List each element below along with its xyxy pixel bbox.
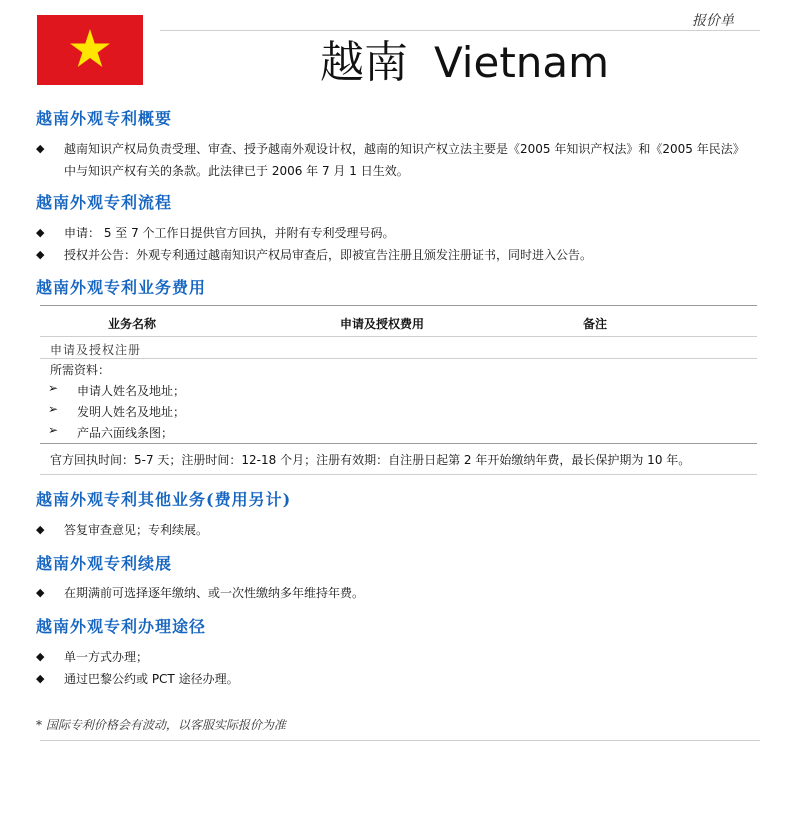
other-services-text: 答复审查意见；专利续展。 <box>64 523 209 537</box>
list-item <box>36 668 750 690</box>
table-header-fee: 申请及授权费用 <box>340 317 425 331</box>
section-heading-overview: 越南外观专利概要 <box>36 109 173 128</box>
list-item <box>36 519 750 541</box>
title-english: Vietnam <box>434 38 610 87</box>
table-bottom-border <box>40 474 757 475</box>
table-divider <box>40 336 757 337</box>
materials-label: 所需资料： <box>50 363 111 377</box>
price-footnote: * 国际专利价格会有波动，以客服实际报价为准 <box>36 718 286 732</box>
material-inventor: 发明人姓名及地址； <box>77 405 186 419</box>
section-heading-process: 越南外观专利流程 <box>36 193 173 212</box>
process-step-grant: 授权并公告：外观专利通过越南知识产权局审查后，即被宣告注册且颁发注册证书，同时进入公告。 <box>64 248 593 262</box>
list-item <box>36 582 750 604</box>
header-divider <box>160 30 760 31</box>
material-applicant: 申请人姓名及地址； <box>77 384 186 398</box>
title-chinese: 越南 <box>320 37 408 88</box>
page-title <box>320 33 609 93</box>
list-item <box>36 222 750 244</box>
arrow-bullet-icon: ➢ <box>48 402 59 416</box>
diamond-bullet-icon: ◆ <box>36 226 45 239</box>
table-divider <box>40 443 757 444</box>
diamond-bullet-icon: ◆ <box>36 586 45 599</box>
table-header-remark: 备注 <box>583 317 608 331</box>
list-item <box>36 138 750 182</box>
list-item <box>36 646 750 668</box>
section-heading-routes: 越南外观专利办理途径 <box>36 617 207 636</box>
table-divider <box>40 358 757 359</box>
route-single: 单一方式办理； <box>64 650 149 664</box>
document-type-label: 报价单 <box>692 13 734 29</box>
vietnam-flag-icon <box>37 15 143 85</box>
table-row-service-name: 申请及授权注册 <box>50 343 142 357</box>
arrow-bullet-icon: ➢ <box>48 423 59 437</box>
diamond-bullet-icon: ◆ <box>36 523 45 536</box>
footer-divider <box>40 740 760 741</box>
arrow-bullet-icon: ➢ <box>48 381 59 395</box>
renewal-text: 在期满前可选择逐年缴纳、或一次性缴纳多年维持年费。 <box>64 586 365 600</box>
process-step-application: 申请： 5 至 7 个工作日提供官方回执，并附有专利受理号码。 <box>64 226 395 240</box>
diamond-bullet-icon: ◆ <box>36 142 45 155</box>
section-heading-renewal: 越南外观专利续展 <box>36 554 173 573</box>
section-heading-other: 越南外观专利其他业务(费用另计) <box>36 490 292 509</box>
section-heading-fees: 越南外观专利业务费用 <box>36 278 207 297</box>
diamond-bullet-icon: ◆ <box>36 672 45 685</box>
diamond-bullet-icon: ◆ <box>36 248 45 261</box>
list-item <box>36 244 750 266</box>
material-drawings: 产品六面线条图； <box>77 426 174 440</box>
route-paris-pct: 通过巴黎公约或 PCT 途径办理。 <box>64 672 239 686</box>
table-header-service: 业务名称 <box>108 317 157 331</box>
overview-text: 越南知识产权局负责受理、审查、授予越南外观设计权，越南的知识产权立法主要是《2005 年知识产权法》和《2005 年民法》中与知识产权有关的条款。此法律已于 2006 年 7 月 1 日生效。 <box>64 142 745 178</box>
diamond-bullet-icon: ◆ <box>36 650 45 663</box>
table-top-border <box>40 305 757 306</box>
timeline-text: 官方回执时间：5-7 天；注册时间：12-18 个月；注册有效期：自注册日起第 2 年开始缴纳年费，最长保护期为 10 年。 <box>50 453 691 467</box>
